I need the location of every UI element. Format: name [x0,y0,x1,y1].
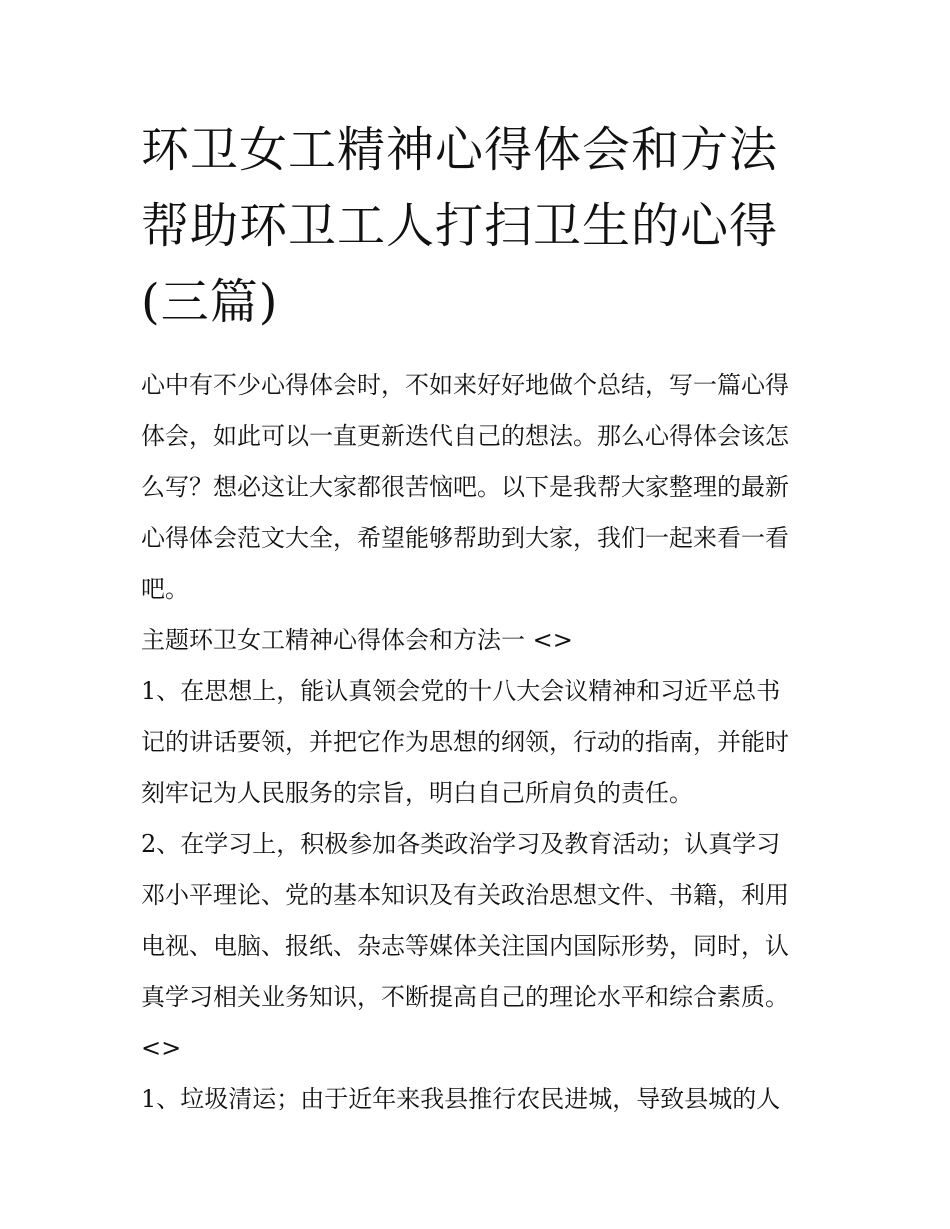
section-heading: 主题环卫女工精神心得体会和方法一 <> [141,626,573,654]
body-line: 邓小平理论、党的基本知识及有关政治思想文件、书籍，利用 [141,881,789,909]
body-line: 么写？想必这让大家都很苦恼吧。以下是我帮大家整理的最新 [141,473,789,501]
body-line: <> [141,1034,182,1062]
document-body [141,360,821,1125]
body-line: 真学习相关业务知识，不断提高自己的理论水平和综合素质。 [141,983,789,1011]
document-page [141,112,821,1125]
title-line: 帮助环卫工人打扫卫生的心得 [141,198,779,254]
body-line: 吧。 [141,575,189,603]
body-line: 1、在思想上，能认真领会党的十八大会议精神和习近平总书 [141,677,781,705]
title-line: (三篇) [141,274,279,330]
body-line: 记的讲话要领，并把它作为思想的纲领，行动的指南，并能时 [141,728,789,756]
body-line: 电视、电脑、报纸、杂志等媒体关注国内国际形势，同时，认 [141,932,789,960]
body-line: 体会，如此可以一直更新迭代自己的想法。那么心得体会该怎 [141,422,789,450]
body-line: 心中有不少心得体会时，不如来好好地做个总结，写一篇心得 [141,371,789,399]
body-line: 心得体会范文大全，希望能够帮助到大家，我们一起来看一看 [141,524,789,552]
body-line: 2、在学习上，积极参加各类政治学习及教育活动；认真学习 [141,830,781,858]
body-line: 刻牢记为人民服务的宗旨，明白自己所肩负的责任。 [141,779,693,807]
title-line: 环卫女工精神心得体会和方法 [141,122,779,178]
document-title [141,112,821,340]
body-line: 1、垃圾清运；由于近年来我县推行农民进城，导致县城的人 [141,1085,781,1113]
